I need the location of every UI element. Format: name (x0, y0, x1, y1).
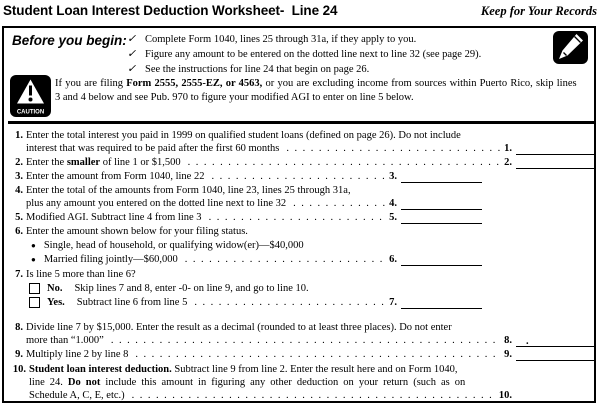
line-5-answer-label: 5. (389, 212, 397, 223)
checklist-text: Complete Form 1040, lines 25 through 31a, if they apply to you. (145, 34, 417, 45)
line-10-text-segment: include this amount in figuring any other deduction on your return (such as on (100, 377, 466, 388)
pencil-icon (553, 31, 588, 64)
dot-leader (111, 334, 500, 347)
page-header (3, 3, 597, 19)
line-10-text-segment: Subtract line 9 from line 2. Enter the result here and on Form 1040, (171, 364, 458, 375)
line-6-answer-label: 6. (389, 254, 397, 265)
no-checkbox[interactable] (29, 283, 40, 294)
bullet-icon: ● (31, 255, 36, 264)
dot-leader (209, 211, 386, 224)
line-10-entry-blank[interactable] (516, 398, 594, 402)
line-6-entry-blank[interactable] (401, 262, 482, 266)
line-4-text-cont: plus any amount you entered on the dotted line next to line 32 (26, 198, 287, 209)
line-8-text-row (15, 321, 452, 334)
line-5-number: 5. (15, 212, 23, 223)
line-1-answer-label: 1. (504, 143, 512, 154)
line-7-no-row (29, 282, 309, 295)
line-3-entry-row (15, 170, 482, 183)
dot-leader (135, 348, 500, 361)
line-8-entry-blank[interactable] (516, 336, 594, 347)
line-2-number: 2. (15, 157, 23, 168)
caution-text-segment: If you are filing (55, 78, 127, 89)
line-6-bullet-married-text: Married filing jointly—$60,000 (43, 254, 178, 265)
yes-instruction-text: Subtract line 6 from line 5 (76, 297, 188, 308)
line-1-number: 1. (15, 130, 23, 141)
dot-leader (293, 197, 385, 210)
checkmark-icon: ✓ (127, 48, 137, 60)
caution-forms-bold: Form 2555, 2555-EZ, or 4563, (126, 78, 263, 89)
line-2-entry-blank[interactable] (516, 165, 594, 169)
section-divider (8, 121, 594, 124)
line-7-text-row (15, 268, 136, 281)
checklist-text: See the instructions for line 24 that begin on page 26. (145, 64, 370, 75)
line-8-text-cont: more than “1.000” (26, 335, 104, 346)
line-3-entry-blank[interactable] (401, 179, 482, 183)
line-5-entry-blank[interactable] (401, 220, 482, 224)
line-10-deduction-bold: Student loan interest deduction. (29, 364, 172, 375)
line-9-text: Multiply line 2 by line 8 (26, 349, 129, 360)
line-6-bullet-married (31, 253, 482, 266)
line-5-text: Modified AGI. Subtract line 4 from line 3 (26, 212, 202, 223)
caution-text-segment: or you are excluding income from sources within Puerto Rico, skip lines (262, 78, 577, 89)
line-8-entry-row (26, 334, 594, 347)
line-10-donot-bold: Do not (67, 377, 101, 388)
line-2-text-segment: of line 1 or $1,500 (100, 157, 181, 168)
line-10-entry-row (29, 389, 594, 402)
before-you-begin-label: Before you begin: (12, 33, 127, 48)
line-3-text: Enter the amount from Form 1040, line 22 (26, 171, 205, 182)
line-9-answer-label: 9. (504, 349, 512, 360)
checklist-item (127, 62, 481, 77)
no-label: No. (47, 283, 63, 294)
decimal-point: . (526, 336, 529, 347)
line-6-number: 6. (15, 226, 23, 237)
line-8-text: Divide line 7 by $15,000. Enter the result as a decimal (rounded to at least three places). Do not enter (26, 322, 452, 333)
line-6-text: Enter the amount shown below for your filing status. (26, 226, 248, 237)
line-4-answer-label: 4. (389, 198, 397, 209)
line-1-text: Enter the total interest you paid in 1999 on qualified student loans (defined on page 26). Do not include (26, 130, 461, 141)
dot-leader (194, 296, 385, 309)
checklist-item (127, 47, 481, 62)
page-title: Student Loan Interest Deduction Worksheet- Line 24 (3, 3, 338, 18)
line-7-number: 7. (15, 269, 23, 280)
before-you-begin-checklist (127, 32, 481, 77)
line-1-text-cont: interest that was required to be paid after the first 60 months (26, 143, 280, 154)
dot-leader (132, 389, 495, 402)
line-10-text-segment: line 24. (29, 377, 68, 388)
no-instruction-text: Skip lines 7 and 8, enter -0- on line 9, and go to line 10. (74, 283, 309, 294)
line-6-text-row (15, 225, 248, 238)
line-2-text-segment: Enter the (26, 157, 67, 168)
line-5-entry-row (15, 211, 482, 224)
line-2-entry-row (15, 156, 594, 169)
worksheet-box (2, 26, 596, 403)
checkmark-icon: ✓ (127, 33, 137, 45)
line-10-text-row-2 (29, 376, 465, 389)
line-6-bullet-single (31, 239, 304, 252)
line-10-answer-label: 10. (498, 390, 512, 401)
caution-icon-label: CAUTION (16, 109, 45, 116)
line-8-number: 8. (15, 322, 23, 333)
yes-label: Yes. (47, 297, 65, 308)
line-1-entry-blank[interactable] (516, 151, 594, 155)
line-7-answer-label: 7. (389, 297, 397, 308)
line-4-text: Enter the total of the amounts from Form 1040, line 23, lines 25 through 31a, (26, 185, 351, 196)
dot-leader (185, 253, 385, 266)
dot-leader (211, 170, 385, 183)
dot-leader (188, 156, 501, 169)
line-10-text-end: Schedule A, C, E, etc.) (29, 390, 125, 401)
caution-text-line (55, 77, 596, 91)
line-2-answer-label: 2. (504, 157, 512, 168)
caution-text (55, 77, 596, 105)
line-3-number: 3. (15, 171, 23, 182)
line-2-smaller-bold: smaller (66, 157, 101, 168)
line-4-entry-blank[interactable] (401, 206, 482, 210)
keep-for-records-note: Keep for Your Records (480, 4, 597, 18)
line-4-entry-row (26, 197, 482, 210)
line-3-answer-label: 3. (389, 171, 397, 182)
line-10-text-row (12, 363, 458, 376)
line-1-text-row (15, 129, 461, 142)
line-10-text-cont (29, 376, 465, 389)
caution-text-line: 3 and 4 below and see Pub. 970 to figure your modified AGI to enter on line 5 below. (55, 92, 414, 104)
caution-icon (10, 75, 51, 117)
line-7-entry-blank[interactable] (401, 305, 482, 309)
checkmark-icon: ✓ (127, 63, 137, 75)
line-10-number: 10. (12, 364, 26, 375)
line-8-answer-label: 8. (504, 335, 512, 346)
line-7-yes-row (29, 296, 482, 309)
line-7-question-text: Is line 5 more than line 6? (26, 269, 136, 280)
line-4-number: 4. (15, 185, 23, 196)
line-9-number: 9. (15, 349, 23, 360)
checklist-text: Figure any amount to be entered on the dotted line next to line 32 (see page 29). (145, 49, 482, 60)
line-9-entry-row (15, 348, 594, 361)
line-2-text (26, 156, 181, 169)
yes-checkbox[interactable] (29, 297, 40, 308)
line-9-entry-blank[interactable] (516, 357, 594, 361)
checklist-item (127, 32, 481, 47)
dot-leader (286, 142, 500, 155)
line-1-entry-row (26, 142, 594, 155)
bullet-icon: ● (31, 241, 36, 250)
line-10-text (29, 363, 458, 376)
line-6-bullet-single-text: Single, head of household, or qualifying widow(er)—$40,000 (43, 240, 304, 251)
line-4-text-row (15, 184, 351, 197)
